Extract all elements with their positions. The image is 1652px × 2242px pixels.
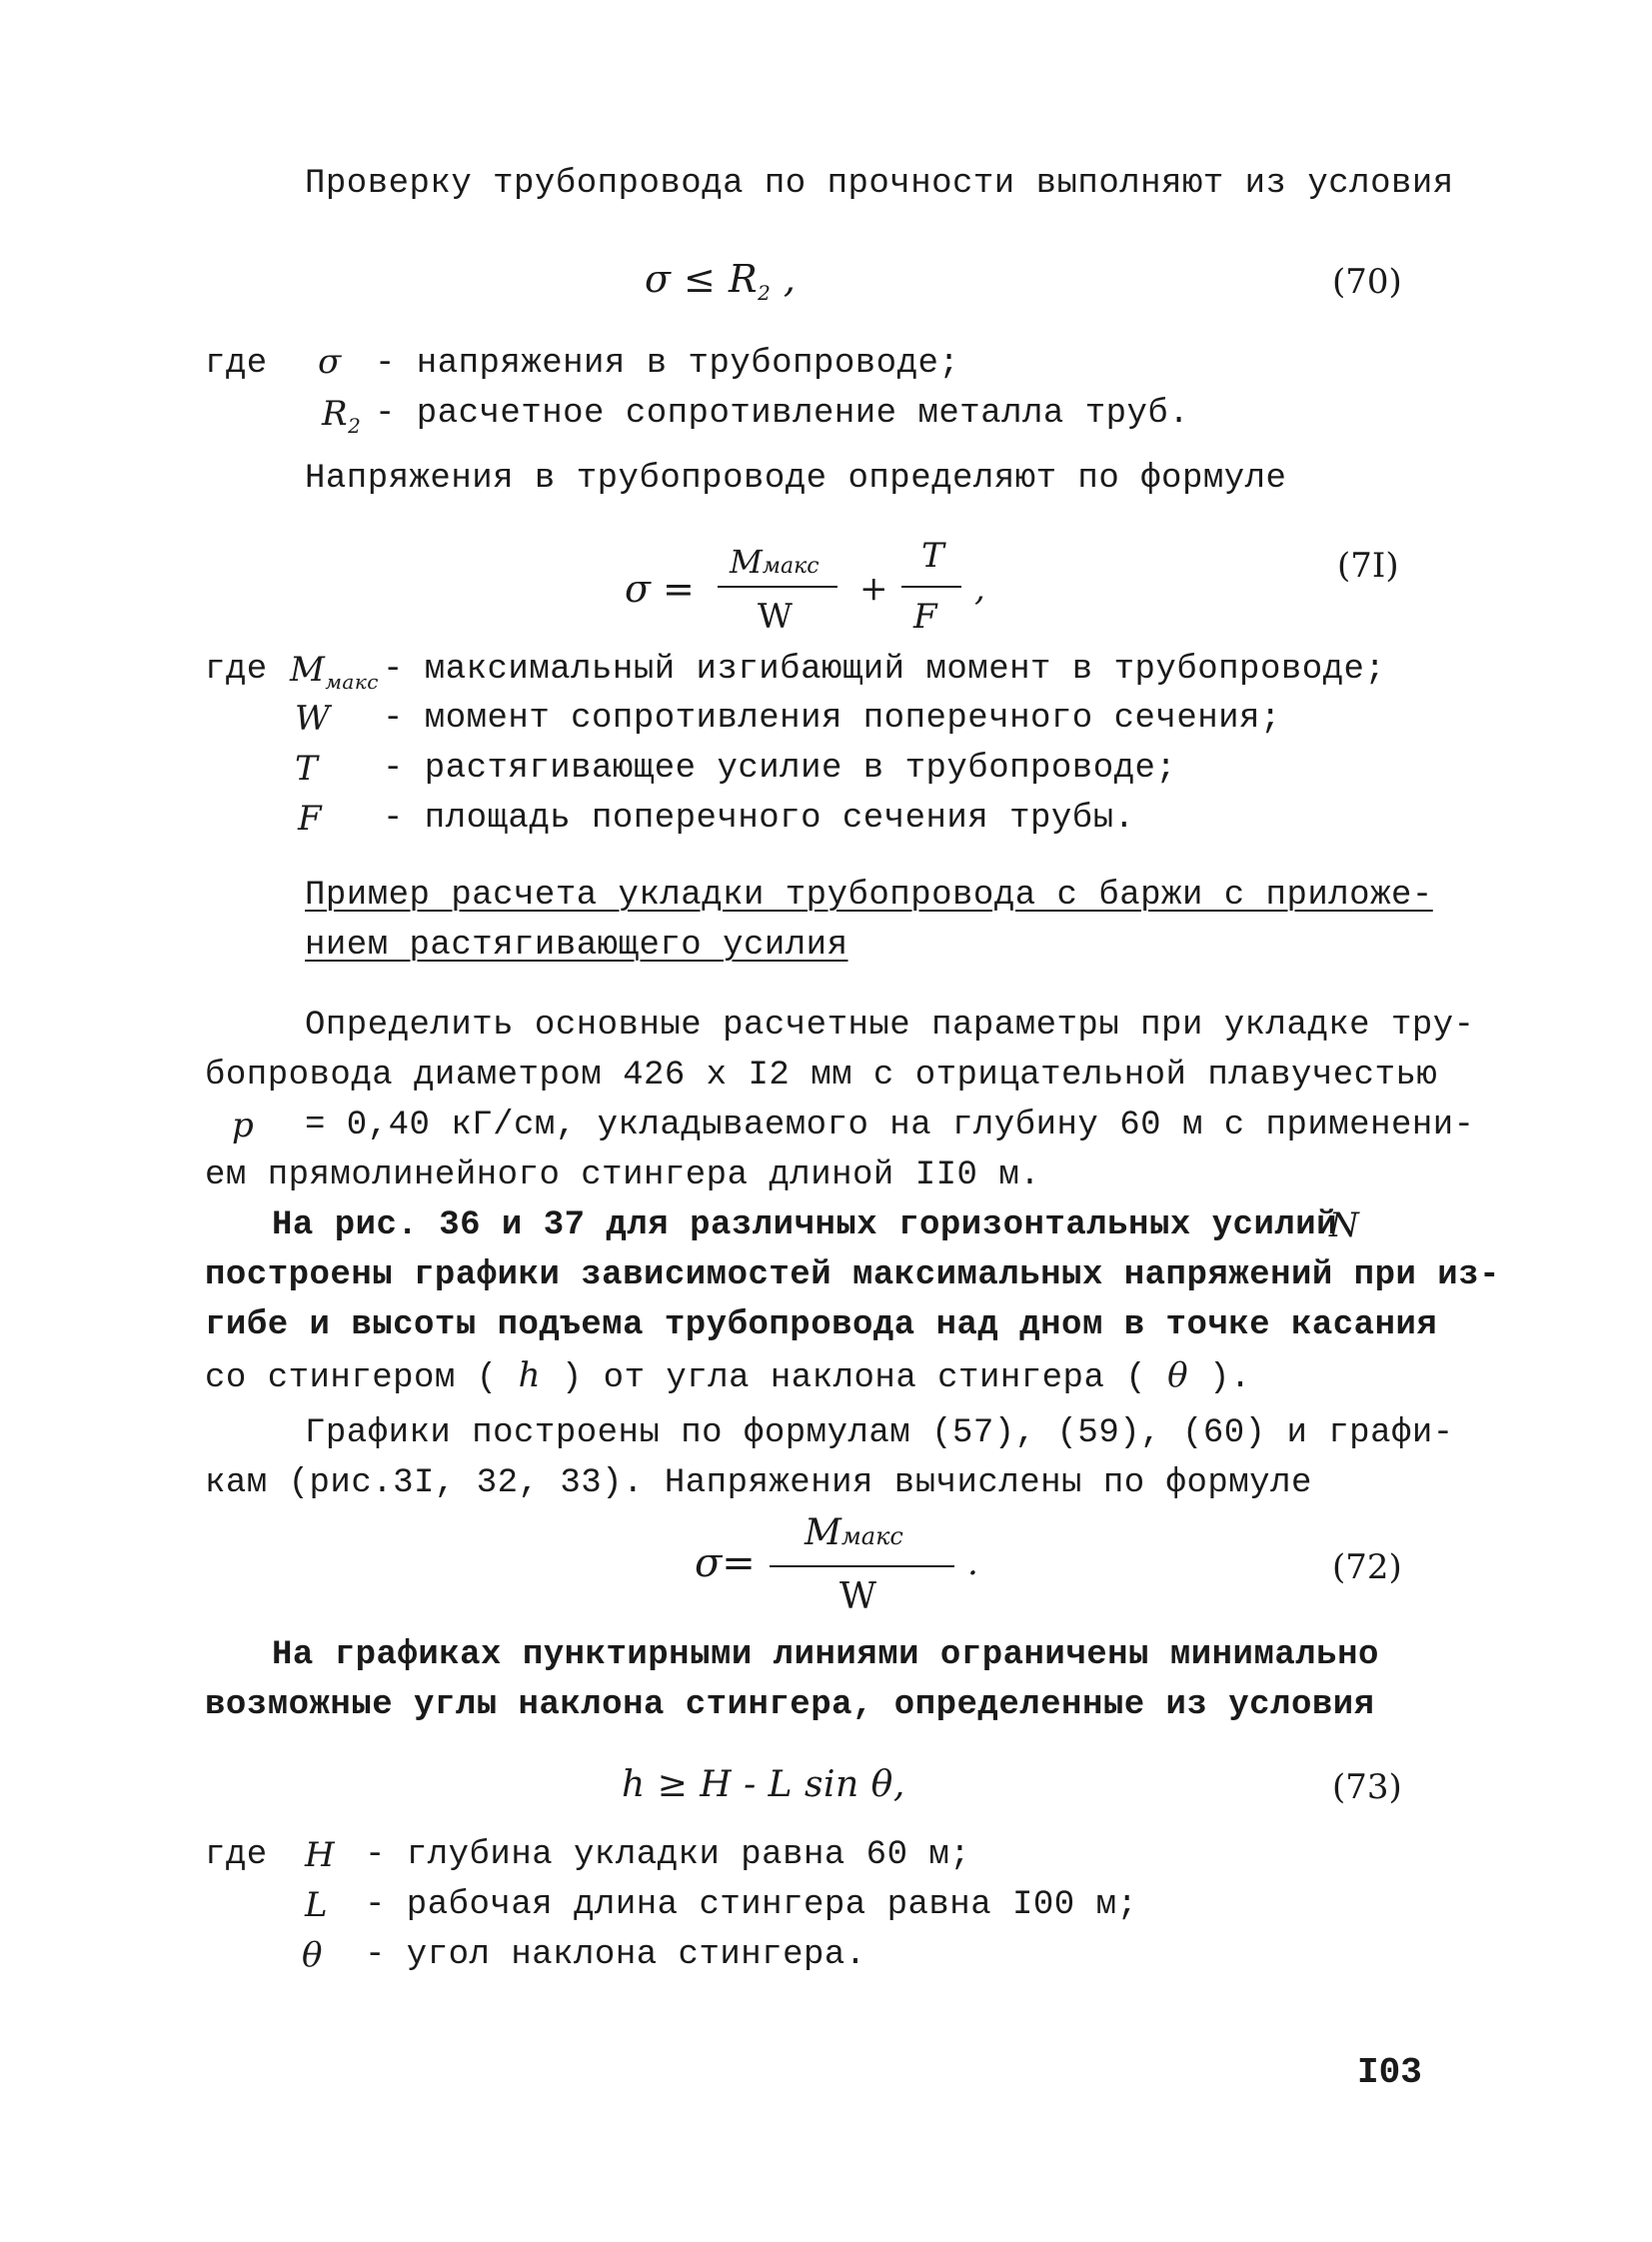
p-symbol: p xyxy=(232,1106,255,1145)
para1-line-4: ем прямолинейного стингера длиной II0 м. xyxy=(205,1156,1041,1194)
mmax-definition: - максимальный изгибающий момент в трубопроводе; xyxy=(383,651,1386,689)
w-definition: - момент сопротивления поперечного сечения; xyxy=(383,700,1281,738)
para1-line-2: бопровода диаметром 426 x I2 мм с отрицательной плавучестью xyxy=(205,1057,1438,1095)
equation-71-fraction-bar-2 xyxy=(901,586,961,588)
sigma-definition: - напряжения в трубопроводе; xyxy=(375,345,960,383)
para2-line-4: со стингером ( h ) от угла наклона стингера ( θ ). xyxy=(205,1355,1251,1397)
r2-definition: - расчетное сопротивление металла труб. xyxy=(375,395,1190,433)
w-symbol: W xyxy=(295,699,331,739)
equation-73-number: (73) xyxy=(1332,1767,1402,1807)
equation-72-denominator: W xyxy=(839,1576,877,1617)
para4-line-1: На графиках пунктирными линиями ограничены минимально xyxy=(272,1636,1379,1674)
equation-71-numerator-2: T xyxy=(921,536,944,576)
where-label-2: где xyxy=(205,651,268,689)
para1-line-3: = 0,40 кГ/см, укладываемого на глубину 60 м с применени- xyxy=(305,1107,1475,1144)
equation-72-period: . xyxy=(967,1543,978,1583)
equation-72-number: (72) xyxy=(1332,1547,1402,1587)
where-label-1: где xyxy=(205,345,268,383)
equation-71-numerator-1: Mмакс xyxy=(730,543,820,581)
para3-line-1: Графики построены по формулам (57), (59), (60) и графи- xyxy=(305,1414,1454,1452)
para3-line-2: кам (рис.3I, 32, 33). Напряжения вычислены по формуле xyxy=(205,1464,1312,1502)
equation-71-denominator-2: F xyxy=(913,597,937,637)
l-definition: - рабочая длина стингера равна I00 м; xyxy=(365,1886,1138,1924)
equation-71-lhs: σ = xyxy=(625,567,695,611)
f-definition: - площадь поперечного сечения трубы. xyxy=(383,800,1135,838)
intro-line: Проверку трубопровода по прочности выполняют из условия xyxy=(305,165,1454,203)
stress-formula-intro: Напряжения в трубопроводе определяют по формуле xyxy=(305,460,1287,498)
equation-72-numerator: Mмакс xyxy=(805,1512,903,1553)
l-symbol: L xyxy=(305,1885,329,1925)
t-definition: - растягивающее усилие в трубопроводе; xyxy=(383,750,1177,788)
equation-71-denominator-1: W xyxy=(758,597,793,637)
n-symbol: N xyxy=(1329,1205,1360,1245)
f-symbol: F xyxy=(298,799,323,839)
equation-72-lhs: σ= xyxy=(695,1540,756,1586)
where-label-3: где xyxy=(205,1836,268,1874)
mmax-symbol: $M_{макс}$ xyxy=(290,650,379,694)
example-heading-line-2: нием растягивающего усилия xyxy=(305,927,848,965)
equation-73: h ≥ H - L sin θ, xyxy=(622,1764,905,1805)
para2-line-1: На рис. 36 и 37 для различных горизонтальных усилий xyxy=(272,1206,1338,1244)
equation-71-fraction-bar-1 xyxy=(718,586,837,588)
para2-line-2: построены графики зависимостей максимальных напряжений при из- xyxy=(205,1256,1501,1294)
para2-line-3: гибе и высоты подъема трубопровода над дном в точке касания xyxy=(205,1306,1438,1344)
t-symbol: T xyxy=(295,749,319,789)
theta-definition: - угол наклона стингера. xyxy=(365,1936,866,1974)
theta-symbol: θ xyxy=(302,1935,323,1975)
equation-71-comma: , xyxy=(974,569,985,609)
sigma-symbol: σ xyxy=(318,342,342,382)
equation-70: $\sigma \le R_2$ , xyxy=(645,257,797,305)
para4-line-2: возможные углы наклона стингера, определенные из условия xyxy=(205,1686,1375,1724)
example-heading-line-1: Пример расчета укладки трубопровода с баржи с приложе- xyxy=(305,877,1433,915)
para1-line-1: Определить основные расчетные параметры при укладке тру- xyxy=(305,1007,1475,1045)
equation-71-number: (7I) xyxy=(1337,546,1399,586)
r2-symbol: $R_2$ xyxy=(322,394,362,438)
equation-71-plus: + xyxy=(859,569,888,609)
page-number: I03 xyxy=(1357,2052,1422,2093)
equation-70-number: (70) xyxy=(1332,262,1402,302)
equation-72-fraction-bar xyxy=(770,1565,954,1567)
h-symbol: H xyxy=(305,1835,336,1875)
h-definition: - глубина укладки равна 60 м; xyxy=(365,1836,971,1874)
